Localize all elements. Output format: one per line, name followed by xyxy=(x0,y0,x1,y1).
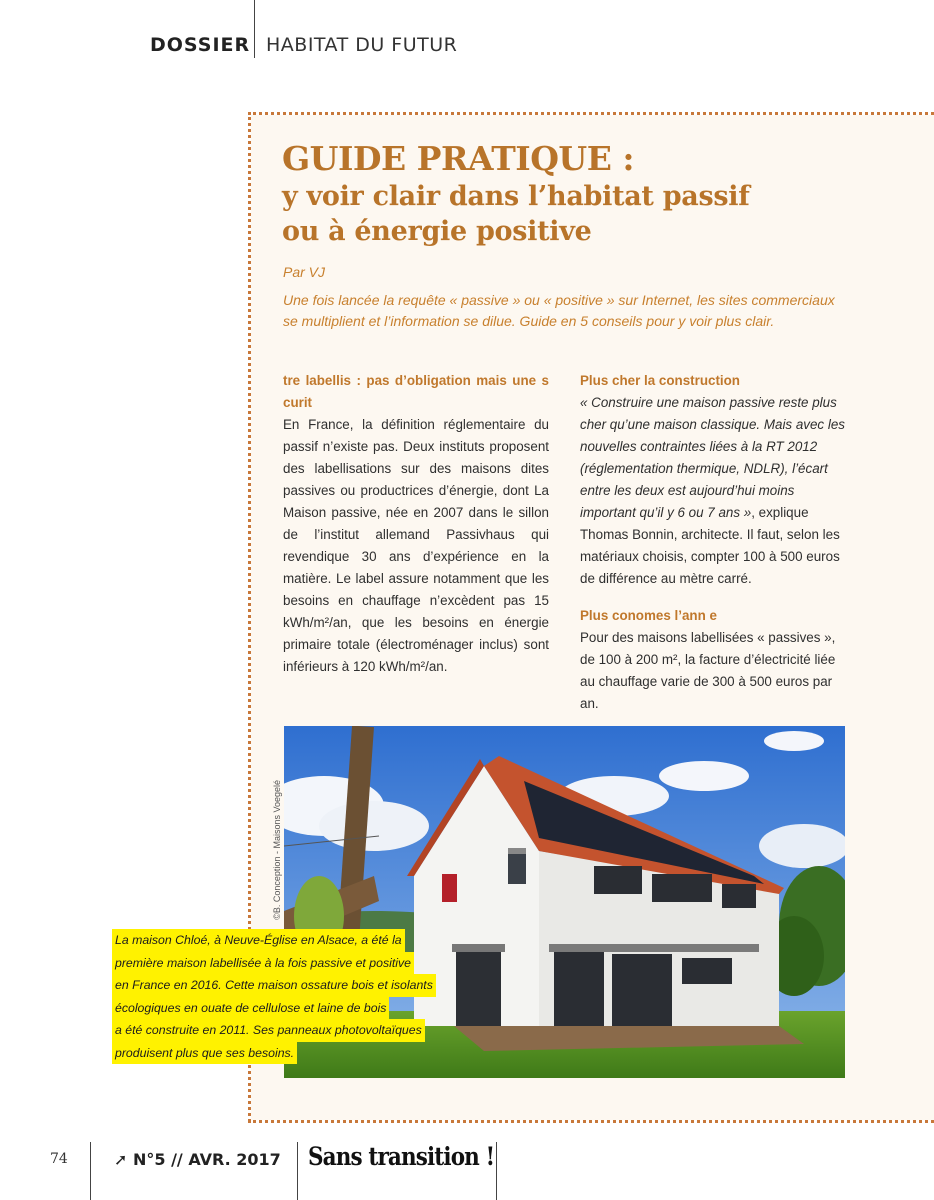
caption-line: première maison labellisée à la fois passive et positive xyxy=(112,952,414,975)
photo-caption xyxy=(112,929,452,1064)
magazine-logo: Sans transition ! xyxy=(308,1142,495,1171)
caption-line: produisent plus que ses besoins. xyxy=(112,1042,297,1065)
header-divider xyxy=(254,0,255,58)
footer-divider xyxy=(90,1142,91,1200)
caption-line: écologiques en ouate de cellulose et laine de bois xyxy=(112,997,389,1020)
frame-border-top xyxy=(248,112,934,115)
left-column xyxy=(283,370,549,678)
architect-quote: « Construire une maison passive reste plus cher qu’une maison classique. Mais avec les nouvelles contraintes liées à la RT 2012 (réglementation thermique, NDLR), l’écart entre les deux est aujourd’hui moins important qu’il y 6 ou 7 ans » xyxy=(580,395,845,520)
section-label: DOSSIER xyxy=(150,34,251,56)
left-subhead: tre labellis : pas d’obligation mais une s curit xyxy=(283,373,549,410)
left-body: En France, la définition réglementaire du passif n’existe pas. Deux instituts proposent des labellisations sur des maisons dites passives ou productrices d’énergie, dont La Maison passive, née en 2007 dans le sillon de l’institut allemand Passivhaus qui revendique 30 ans d’expérience en la matière. Le label assure notamment que les besoins en chauffage n’excèdent pas 15 kWh/m²/an, que les besoins en énergie primaire totale (électroménager inclus) sont inférieurs à 120 kWh/m²/an. xyxy=(283,417,549,674)
title-line-3: ou à énergie positive xyxy=(282,216,592,247)
quote-attribution: , explique Thomas Bonnin, architecte. Il faut, selon les matériaux choisis, compter 100 à 500 euros de différence au mètre carré. xyxy=(580,505,840,586)
right-subhead-cost: Plus cher la construction xyxy=(580,373,740,388)
section-topic: HABITAT DU FUTUR xyxy=(266,34,458,56)
title-line-2: y voir clair dans l’habitat passif xyxy=(282,181,750,212)
title-line-1: GUIDE PRATIQUE : xyxy=(282,139,635,178)
lead-paragraph: Une fois lancée la requête « passive » ou « positive » sur Internet, les sites commerciaux se multiplient et l’information se dilue. Guide en 5 conseils pour y voir plus clair. xyxy=(283,292,835,329)
article-title xyxy=(282,139,882,247)
footer-divider xyxy=(297,1142,298,1200)
photo-credit-text: ©B. Conception - Maisons Voegelé xyxy=(272,780,282,920)
footer-divider xyxy=(496,1142,497,1200)
caption-line: a été construite en 2011. Ses panneaux photovoltaïques xyxy=(112,1019,425,1042)
caption-line: La maison Chloé, à Neuve-Église en Alsace, a été la xyxy=(112,929,405,952)
byline: Par VJ xyxy=(283,264,326,280)
savings-body: Pour des maisons labellisées « passives », de 100 à 200 m², la facture d’électricité liée au chauffage varie de 300 à 500 euros par an. xyxy=(580,630,836,711)
caption-line: en France en 2016. Cette maison ossature bois et isolants xyxy=(112,974,436,997)
page-number: 74 xyxy=(50,1151,68,1167)
issue-label: ➚ N°5 // AVR. 2017 xyxy=(114,1150,281,1169)
frame-border-bottom xyxy=(248,1120,934,1123)
right-column xyxy=(580,370,846,715)
right-subhead-savings: Plus conomes l’ann e xyxy=(580,608,717,623)
